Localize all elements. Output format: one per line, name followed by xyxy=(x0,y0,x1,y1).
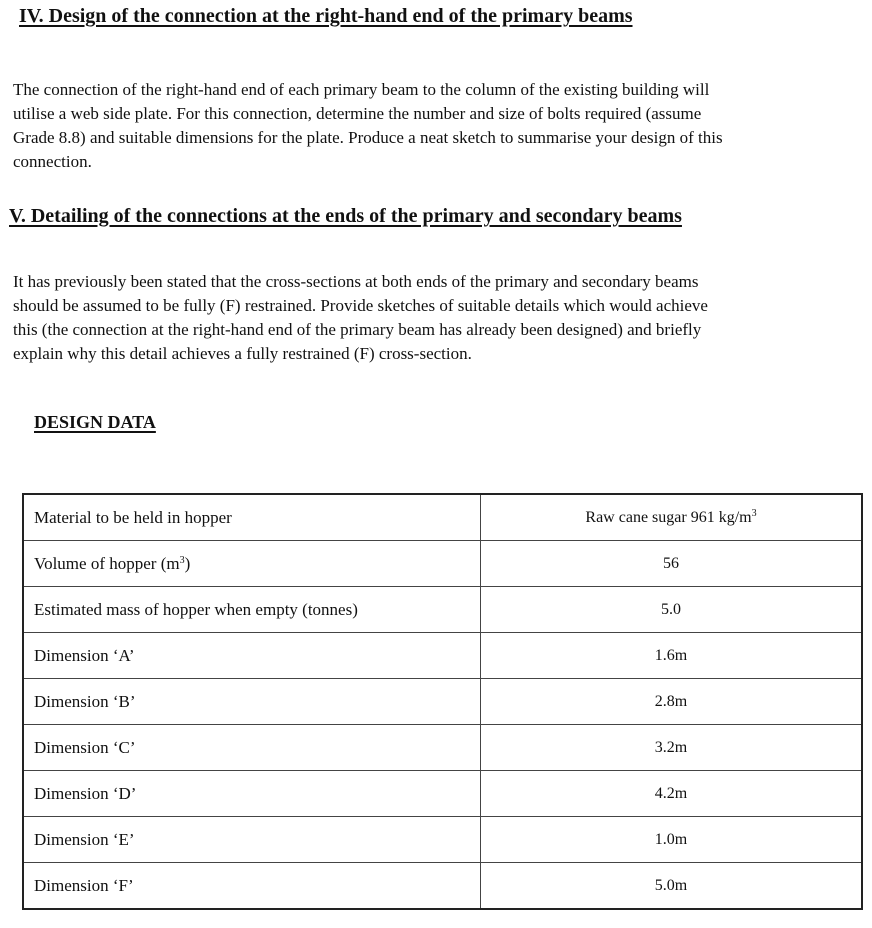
row-label-text: Dimension ‘C’ xyxy=(34,737,136,757)
row-label xyxy=(23,817,481,863)
row-value xyxy=(481,587,863,633)
row-label-text: Dimension ‘B’ xyxy=(34,691,136,711)
table-row xyxy=(23,633,862,679)
row-value-text: 5.0 xyxy=(661,600,681,618)
section-v-heading xyxy=(9,205,682,228)
table-row xyxy=(23,725,862,771)
row-value-text: 1.6m xyxy=(654,646,688,664)
table-row xyxy=(23,771,862,817)
row-label xyxy=(23,725,481,771)
design-data-table xyxy=(22,493,863,910)
row-value-text: Raw cane sugar 961 kg/m xyxy=(585,508,752,526)
superscript: 3 xyxy=(179,554,185,566)
row-value xyxy=(481,863,863,910)
row-value xyxy=(481,633,863,679)
table-row xyxy=(23,494,862,541)
paragraph-line: utilise a web side plate. For this connection, determine the number and size of bolts required (assume xyxy=(13,104,702,123)
row-label xyxy=(23,679,481,725)
row-value xyxy=(481,817,863,863)
paragraph-line: connection. xyxy=(13,152,92,171)
superscript: 3 xyxy=(751,507,757,519)
table-row xyxy=(23,587,862,633)
section-v-paragraph xyxy=(13,270,858,366)
row-label xyxy=(23,494,481,541)
row-label xyxy=(23,863,481,910)
row-value xyxy=(481,541,863,587)
row-label-text: Dimension ‘A’ xyxy=(34,645,135,665)
paragraph-line: Grade 8.8) and suitable dimensions for the plate. Produce a neat sketch to summarise your design of this xyxy=(13,128,723,147)
row-value xyxy=(481,494,863,541)
row-label-text: Material to be held in hopper xyxy=(34,507,232,527)
row-value-text: 1.0m xyxy=(654,830,688,848)
paragraph-line: should be assumed to be fully (F) restrained. Provide sketches of suitable details which would achieve xyxy=(13,296,708,315)
row-value-text: 56 xyxy=(663,554,679,572)
table-row xyxy=(23,541,862,587)
row-value-text: 3.2m xyxy=(654,738,688,756)
row-label-suffix: ) xyxy=(184,553,191,573)
row-label-text: Estimated mass of hopper when empty (tonnes) xyxy=(34,599,358,619)
row-value-text: 4.2m xyxy=(654,784,688,802)
paragraph-line: explain why this detail achieves a fully restrained (F) cross-section. xyxy=(13,344,472,363)
table-row xyxy=(23,679,862,725)
section-iv-paragraph xyxy=(13,78,865,174)
table-row xyxy=(23,817,862,863)
paragraph-line: this (the connection at the right-hand end of the primary beam has already been designed) and briefly xyxy=(13,320,702,339)
row-value xyxy=(481,725,863,771)
design-data-heading: DESIGN DATA xyxy=(34,412,156,432)
row-label xyxy=(23,771,481,817)
row-label xyxy=(23,541,481,587)
row-label-text: Dimension ‘F’ xyxy=(34,875,134,895)
row-label xyxy=(23,633,481,679)
paragraph-line: It has previously been stated that the cross-sections at both ends of the primary and secondary beams xyxy=(13,272,699,291)
section-iv-title: IV. Design of the connection at the right-hand end of the primary beams xyxy=(19,5,633,27)
section-iv-heading xyxy=(19,5,633,28)
row-label-text: Volume of hopper (m xyxy=(34,553,180,573)
row-label-text: Dimension ‘D’ xyxy=(34,783,137,803)
paragraph-line: The connection of the right-hand end of each primary beam to the column of the existing building will xyxy=(13,80,710,99)
section-v-title: V. Detailing of the connections at the ends of the primary and secondary beams xyxy=(9,205,682,227)
row-value xyxy=(481,679,863,725)
row-label-text: Dimension ‘E’ xyxy=(34,829,135,849)
row-value xyxy=(481,771,863,817)
row-value-text: 5.0m xyxy=(654,876,688,894)
row-value-text: 2.8m xyxy=(654,692,688,710)
row-label xyxy=(23,587,481,633)
table-row xyxy=(23,863,862,910)
